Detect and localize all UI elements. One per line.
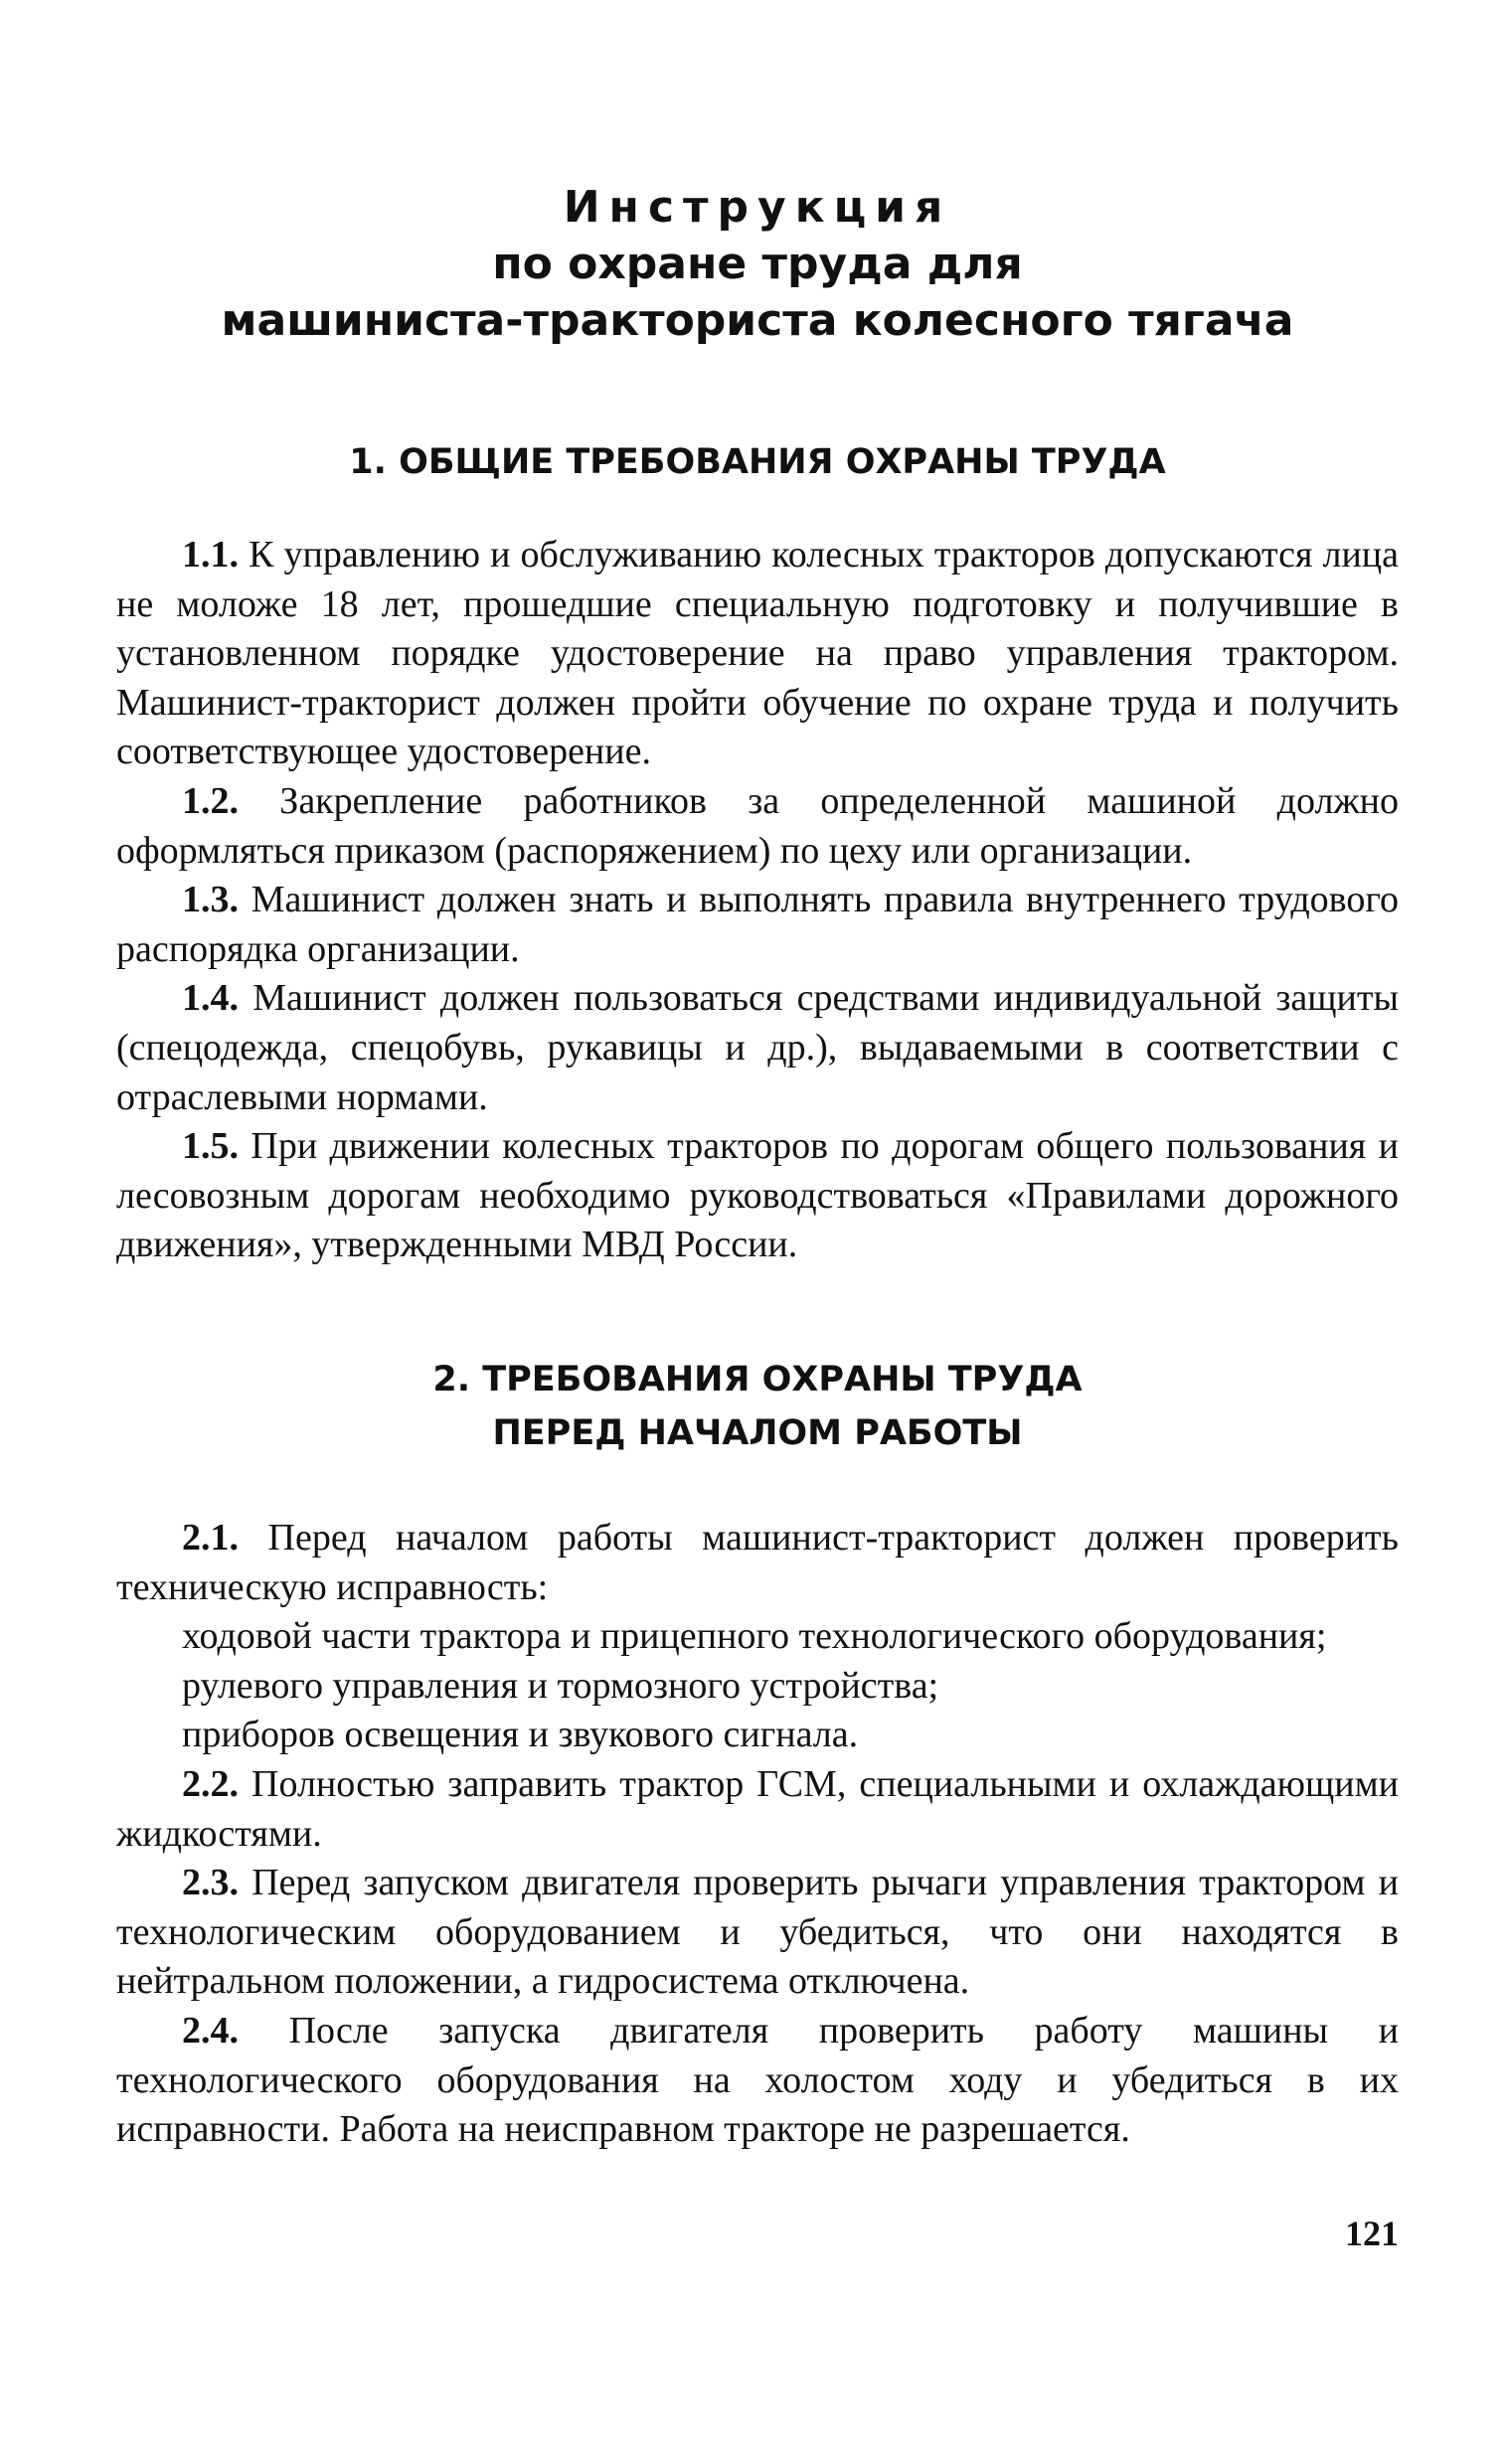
paragraph-number: 2.3. [182,1862,239,1904]
paragraph-text: К управлению и обслуживанию колесных тракторов допускаются лица не моложе 18 лет, прошедшие специальную подготовку и получившие в установленном порядке удостоверение на право управления трактором. Машинист-тракторист должен пройти обучение по охране труда и получить соответствующее удостоверение. [116,534,1399,773]
paragraph-number: 2.1. [182,1517,239,1559]
paragraph-number: 1.3. [182,879,239,921]
list-item-lighting [116,1711,1399,1760]
section-1-body [116,531,1399,1270]
paragraph-number: 2.4. [182,2009,239,2052]
section-2-heading-line-1: 2. ТРЕБОВАНИЯ ОХРАНЫ ТРУДА [432,1360,1083,1399]
section-1-heading: 1. ОБЩИЕ ТРЕБОВАНИЯ ОХРАНЫ ТРУДА [349,442,1166,482]
paragraph-1-3 [116,876,1399,974]
paragraph-1-5 [116,1122,1399,1270]
paragraph-number: 1.2. [182,779,239,822]
paragraph-2-2 [116,1760,1399,1859]
document-title [116,179,1399,349]
section-2-heading [116,1353,1399,1460]
section-2-heading-line-2: ПЕРЕД НАЧАЛОМ РАБОТЫ [492,1413,1023,1453]
paragraph-2-1 [116,1514,1399,1612]
paragraph-text: Машинист должен знать и выполнять правила внутреннего трудового распорядка организации. [116,879,1399,970]
paragraph-text: При движении колесных тракторов по дорогам общего пользования и лесовозным дорогам необходимо руководствоваться «Правилами дорожного движения», утвержденными МВД России. [116,1125,1399,1266]
paragraph-text: ходовой части трактора и прицепного технологического оборудования; [182,1615,1327,1658]
paragraph-1-4 [116,974,1399,1122]
paragraph-text: Перед запуском двигателя проверить рычаги управления трактором и технологическим оборудованием и убедиться, что они находятся в нейтральном положении, а гидросистема отключена. [116,1862,1400,2003]
paragraph-number: 1.5. [182,1125,239,1168]
page-number: 121 [1345,2214,1399,2253]
list-item-chassis [116,1612,1399,1662]
paragraph-1-1 [116,531,1399,777]
paragraph-number: 1.1. [182,534,239,575]
paragraph-text: Машинист должен пользоваться средствами индивидуальной защиты (спецодежда, спецобувь, рукавицы и др.), выдаваемыми в соответствии с отраслевыми нормами. [116,977,1399,1118]
paragraph-2-4 [116,2007,1399,2155]
paragraph-1-2 [116,777,1399,876]
document-page [116,0,1399,2464]
list-item-steering [116,1662,1399,1712]
paragraph-number: 2.2. [182,1762,239,1805]
title-line-3: машиниста-тракториста колесного тягача [221,295,1294,346]
paragraph-2-3 [116,1859,1399,2007]
title-line-2: по охране труда для [492,239,1023,289]
paragraph-text: После запуска двигателя проверить работу машины и технологического оборудования на холостом ходу и убедиться в их исправности. Работа на неисправном тракторе не разрешается. [116,2009,1399,2151]
paragraph-text: рулевого управления и тормозного устройства; [182,1664,939,1707]
paragraph-text: Закрепление работников за определенной машиной должно оформляться приказом (распоряжением) по цеху или организации. [116,779,1399,872]
title-line-1: Инструкция [563,182,952,233]
paragraph-text: приборов освещения и звукового сигнала. [182,1714,859,1756]
section-2-body [116,1514,1399,2155]
paragraph-number: 1.4. [182,977,239,1020]
paragraph-text: Перед началом работы машинист-тракторист должен проверить техническую исправность: [116,1517,1399,1608]
paragraph-text: Полностью заправить трактор ГСМ, специальными и охлаждающими жидкостями. [116,1762,1399,1855]
